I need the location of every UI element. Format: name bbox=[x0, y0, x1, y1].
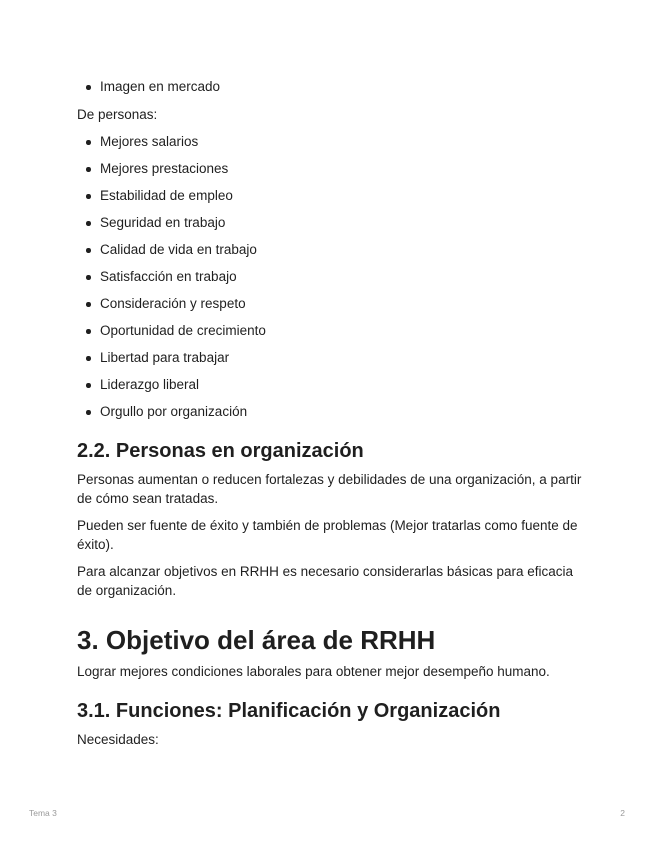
section-3-paragraph: Lograr mejores condiciones laborales para obtener mejor desempeño humano. bbox=[77, 664, 550, 679]
list-item: Mejores salarios bbox=[77, 133, 587, 151]
personas-bullet-list bbox=[77, 133, 587, 421]
section-3-heading: 3. Objetivo del área de RRHH bbox=[77, 625, 436, 655]
top-bullet-list bbox=[77, 78, 587, 96]
section-2-2-paragraph-3: Para alcanzar objetivos en RRHH es necesario considerarlas básicas para eficacia de organización. bbox=[77, 564, 573, 598]
list-item: Estabilidad de empleo bbox=[77, 187, 587, 205]
section-3-1-paragraph: Necesidades: bbox=[77, 732, 159, 747]
list-item: Seguridad en trabajo bbox=[77, 214, 587, 232]
list-item: Satisfacción en trabajo bbox=[77, 268, 587, 286]
list-item: Calidad de vida en trabajo bbox=[77, 241, 587, 259]
section-2-2-heading: 2.2. Personas en organización bbox=[77, 440, 364, 462]
personas-label: De personas: bbox=[77, 107, 158, 122]
section-2-2-paragraph-2: Pueden ser fuente de éxito y también de problemas (Mejor tratarlas como fuente de éxito). bbox=[77, 518, 578, 552]
footer-chapter-label: Tema 3 bbox=[29, 808, 57, 818]
section-3-1-heading: 3.1. Funciones: Planificación y Organización bbox=[77, 700, 501, 722]
list-item: Consideración y respeto bbox=[77, 295, 587, 313]
list-item: Imagen en mercado bbox=[77, 78, 587, 96]
list-item: Mejores prestaciones bbox=[77, 160, 587, 178]
list-item: Oportunidad de crecimiento bbox=[77, 322, 587, 340]
list-item: Orgullo por organización bbox=[77, 403, 587, 421]
section-2-2-paragraph-1: Personas aumentan o reducen fortalezas y debilidades de una organización, a partir de cómo sean tratadas. bbox=[77, 472, 582, 506]
document-page bbox=[77, 78, 587, 757]
list-item: Liderazgo liberal bbox=[77, 376, 587, 394]
list-item: Libertad para trabajar bbox=[77, 349, 587, 367]
footer-page-number: 2 bbox=[620, 808, 625, 818]
